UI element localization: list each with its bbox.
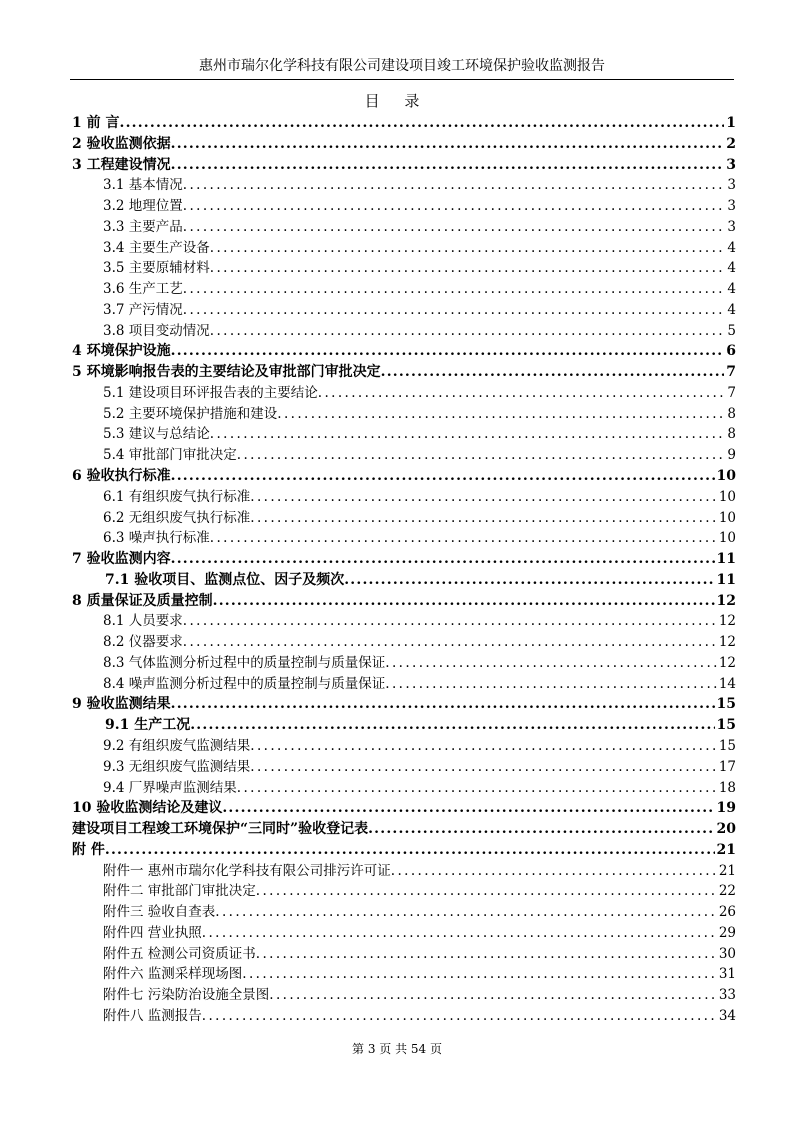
toc-entry-label: 附件五 检测公司资质证书: [103, 945, 256, 962]
toc-entry-page: 20: [716, 821, 736, 838]
dot-leader: [183, 632, 717, 653]
dot-leader: [183, 279, 726, 300]
dot-leader: [213, 591, 715, 612]
dot-leader: [183, 217, 726, 238]
dot-leader: [210, 258, 726, 279]
toc-entry[interactable]: [72, 694, 736, 715]
dot-leader: [202, 1006, 717, 1027]
toc-entry-label: 附件七 污染防治设施全景图: [103, 987, 270, 1004]
toc-entry-page: 21: [718, 862, 736, 879]
toc-entry-label: 9.3 无组织废气监测结果: [103, 758, 251, 775]
toc-entry-page: 2: [726, 135, 736, 152]
toc-entry-page: 11: [716, 571, 736, 588]
toc-entry-label: 2 验收监测依据: [72, 135, 171, 152]
toc-entry-label: 3.1 基本情况: [103, 177, 183, 194]
toc-entry-page: 10: [718, 488, 736, 505]
toc-entry-page: 8: [727, 405, 736, 422]
dot-leader: [171, 694, 715, 715]
dot-leader: [183, 611, 717, 632]
toc-entry-label: 3.4 主要生产设备: [103, 239, 210, 256]
toc-entry-page: 33: [718, 987, 736, 1004]
dot-leader: [250, 487, 717, 508]
toc-entry-page: 9: [727, 447, 736, 464]
dot-leader: [183, 175, 726, 196]
toc-entry[interactable]: [72, 549, 736, 570]
toc-entry[interactable]: [72, 487, 736, 508]
toc-entry[interactable]: [72, 362, 736, 383]
toc-entry-page: 4: [727, 260, 736, 277]
toc-entry-page: 12: [718, 654, 736, 671]
toc-entry-page: 3: [727, 177, 736, 194]
toc-entry-page: 4: [727, 239, 736, 256]
toc-entry-page: 34: [718, 1007, 736, 1024]
toc-entry[interactable]: [72, 466, 736, 487]
toc-entry-label: 6 验收执行标准: [72, 468, 171, 485]
toc-entry[interactable]: [72, 1006, 736, 1027]
toc-entry-page: 4: [727, 301, 736, 318]
toc-entry-label: 3 工程建设情况: [72, 156, 171, 173]
toc-entry-page: 15: [716, 696, 736, 713]
toc-entry-label: 3.5 主要原辅材料: [103, 260, 210, 277]
toc-entry-label: 1 前 言: [72, 115, 120, 131]
toc-entry-page: 10: [716, 468, 736, 485]
toc-entry[interactable]: [72, 134, 736, 155]
toc-entry-label: 8.1 人员要求: [103, 613, 183, 630]
toc-entry-page: 31: [718, 966, 736, 983]
toc-entry[interactable]: [72, 944, 736, 965]
toc-entry[interactable]: [72, 321, 736, 342]
toc-entry-label: 6.2 无组织废气执行标准: [103, 509, 251, 526]
dot-leader: [190, 715, 714, 736]
toc-entry-page: 14: [718, 675, 736, 692]
toc-entry-label: 9 验收监测结果: [72, 696, 171, 713]
toc-entry-label: 8.2 仪器要求: [103, 634, 183, 651]
toc-entry-label: 5.3 建议与总结论: [103, 426, 210, 443]
toc-entry[interactable]: [72, 964, 736, 985]
toc-entry-page: 19: [716, 800, 736, 817]
toc-entry[interactable]: [72, 300, 736, 321]
toc-entry-page: 10: [718, 530, 736, 547]
toc-entry[interactable]: [72, 424, 736, 445]
toc-entry-page: 4: [727, 281, 736, 298]
toc-entry-label: 6.1 有组织废气执行标准: [103, 488, 251, 505]
dot-leader: [256, 944, 717, 965]
toc-entry[interactable]: [72, 923, 736, 944]
dot-leader: [171, 134, 725, 155]
dot-leader: [120, 113, 725, 134]
dot-leader: [368, 819, 714, 840]
toc-entry-page: 12: [718, 634, 736, 651]
toc-entry[interactable]: [72, 445, 736, 466]
toc-entry-label: 9.1 生产工况: [105, 717, 191, 734]
toc-entry-page: 7: [726, 364, 736, 381]
toc-entry-page: 26: [718, 904, 736, 921]
toc-entry-label: 建设项目工程竣工环境保护“三同时”验收登记表: [72, 821, 369, 838]
toc-entry-label: 10 验收监测结论及建议: [72, 800, 223, 817]
toc-entry-label: 5.2 主要环境保护措施和建设: [103, 405, 278, 422]
toc-entry[interactable]: [72, 217, 736, 238]
dot-leader: [171, 549, 715, 570]
toc-entry[interactable]: [72, 902, 736, 923]
dot-leader: [210, 238, 726, 259]
toc-entry[interactable]: [72, 383, 736, 404]
dot-leader: [269, 985, 717, 1006]
toc-entry[interactable]: [72, 819, 736, 840]
toc-entry-page: 3: [727, 198, 736, 215]
toc-entry[interactable]: [72, 175, 736, 196]
toc-entry-page: 12: [718, 613, 736, 630]
toc-entry[interactable]: [72, 674, 736, 695]
toc-entry-page: 15: [718, 737, 736, 754]
toc-entry-label: 9.2 有组织废气监测结果: [103, 737, 251, 754]
toc-entry-page: 15: [716, 717, 736, 734]
toc-entry[interactable]: [72, 798, 736, 819]
toc-entry[interactable]: [72, 258, 736, 279]
dot-leader: [202, 923, 717, 944]
dot-leader: [210, 424, 726, 445]
toc-entry-label: 3.8 项目变动情况: [103, 322, 210, 339]
toc-entry-page: 3: [727, 218, 736, 235]
toc-entry[interactable]: [72, 404, 736, 425]
dot-leader: [381, 362, 725, 383]
dot-leader: [171, 466, 715, 487]
dot-leader: [391, 861, 717, 882]
toc-entry-page: 8: [727, 426, 736, 443]
dot-leader: [318, 383, 726, 404]
dot-leader: [222, 798, 714, 819]
toc-entry-label: 6.3 噪声执行标准: [103, 530, 210, 547]
dot-leader: [183, 196, 726, 217]
toc-entry-label: 附 件: [72, 841, 105, 858]
toc-entry-page: 11: [716, 551, 736, 568]
toc-entry[interactable]: [72, 861, 736, 882]
toc-title: 目 录: [364, 92, 430, 110]
toc-entry-label: 附件二 审批部门审批决定: [103, 883, 256, 900]
toc-entry-label: 3.6 生产工艺: [103, 281, 183, 298]
toc-entry-label: 9.4 厂界噪声监测结果: [103, 779, 237, 796]
toc-entry-page: 12: [716, 592, 736, 609]
dot-leader: [210, 321, 726, 342]
toc-entry[interactable]: [72, 985, 736, 1006]
page-footer: [0, 1040, 794, 1058]
dot-leader: [250, 736, 717, 757]
toc-entry-label: 5.4 审批部门审批决定: [103, 447, 237, 464]
table-of-contents: [72, 113, 736, 1027]
dot-leader: [250, 757, 717, 778]
dot-leader: [171, 341, 725, 362]
toc-entry-label: 附件四 营业执照: [103, 924, 202, 941]
toc-entry[interactable]: [72, 881, 736, 902]
page-number: 第 3 页 共 54 页: [352, 1042, 442, 1056]
dot-leader: [237, 445, 726, 466]
toc-entry-page: 30: [718, 945, 736, 962]
toc-entry-label: 附件八 监测报告: [103, 1007, 202, 1024]
dot-leader: [385, 653, 717, 674]
toc-entry[interactable]: [72, 840, 736, 861]
toc-entry-page: 6: [726, 343, 736, 360]
toc-entry[interactable]: [72, 632, 736, 653]
toc-entry-page: 17: [718, 758, 736, 775]
toc-entry-page: 5: [727, 322, 736, 339]
toc-entry[interactable]: [72, 279, 736, 300]
toc-entry-page: 10: [718, 509, 736, 526]
dot-leader: [215, 902, 717, 923]
toc-entry-label: 8.3 气体监测分析过程中的质量控制与质量保证: [103, 654, 386, 671]
toc-entry-label: 8 质量保证及质量控制: [72, 592, 213, 609]
toc-entry-label: 7 验收监测内容: [72, 551, 171, 568]
toc-entry-label: 附件三 验收自查表: [103, 904, 216, 921]
toc-entry-label: 附件一 惠州市瑞尔化学科技有限公司排污许可证: [103, 862, 391, 879]
toc-entry[interactable]: [72, 196, 736, 217]
toc-entry[interactable]: [72, 341, 736, 362]
toc-entry-page: 7: [727, 384, 736, 401]
toc-entry[interactable]: [72, 653, 736, 674]
dot-leader: [344, 570, 714, 591]
toc-entry[interactable]: [72, 736, 736, 757]
toc-entry[interactable]: [72, 611, 736, 632]
dot-leader: [242, 964, 717, 985]
toc-entry-label: 7.1 验收项目、监测点位、因子及频次: [105, 571, 345, 588]
dot-leader: [171, 155, 725, 176]
toc-entry-label: 3.7 产污情况: [103, 301, 183, 318]
dot-leader: [210, 528, 717, 549]
toc-entry[interactable]: [72, 715, 736, 736]
toc-entry[interactable]: [72, 778, 736, 799]
toc-entry[interactable]: [72, 508, 736, 529]
toc-entry[interactable]: [72, 238, 736, 259]
toc-entry[interactable]: [72, 528, 736, 549]
toc-entry-page: 18: [718, 779, 736, 796]
header-title: 惠州市瑞尔化学科技有限公司建设项目竣工环境保护验收监测报告: [199, 58, 605, 74]
toc-entry-label: 5 环境影响报告表的主要结论及审批部门审批决定: [72, 364, 381, 381]
toc-entry[interactable]: [72, 757, 736, 778]
toc-entry-label: 附件六 监测采样现场图: [103, 966, 243, 983]
toc-entry-page: 21: [716, 841, 736, 858]
toc-entry-page: 1: [726, 115, 736, 131]
dot-leader: [385, 674, 717, 695]
toc-entry-label: 5.1 建设项目环评报告表的主要结论: [103, 384, 318, 401]
toc-entry[interactable]: [72, 155, 736, 176]
page-header: [70, 55, 734, 80]
toc-entry-label: 3.3 主要产品: [103, 218, 183, 235]
dot-leader: [277, 404, 725, 425]
toc-entry-label: 4 环境保护设施: [72, 343, 171, 360]
toc-entry[interactable]: [72, 591, 736, 612]
dot-leader: [256, 881, 717, 902]
dot-leader: [237, 778, 717, 799]
toc-entry-label: 8.4 噪声监测分析过程中的质量控制与质量保证: [103, 675, 386, 692]
toc-entry[interactable]: [72, 570, 736, 591]
toc-entry-page: 29: [718, 924, 736, 941]
toc-entry-page: 3: [726, 156, 736, 173]
toc-entry-label: 3.2 地理位置: [103, 198, 183, 215]
toc-entry[interactable]: [72, 113, 736, 134]
dot-leader: [250, 508, 717, 529]
dot-leader: [183, 300, 726, 321]
dot-leader: [105, 840, 715, 861]
toc-entry-page: 22: [718, 883, 736, 900]
